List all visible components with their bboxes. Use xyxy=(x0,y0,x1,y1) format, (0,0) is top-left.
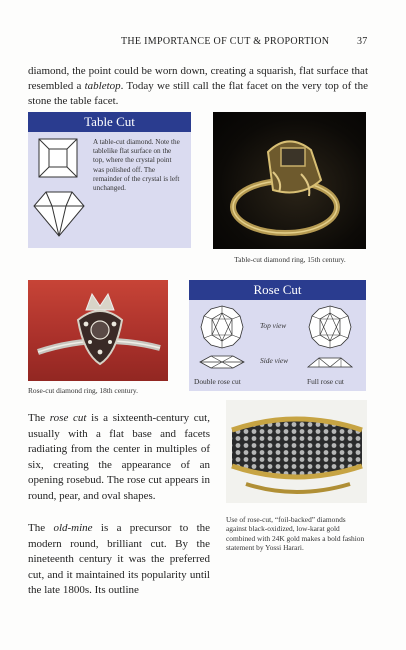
bracelet-caption: Use of rose-cut, “foil-backed” diamonds against black-oxidized, low-karat gold combined with 24K gold makes a bold fashion statement by Yossi Harari. xyxy=(226,515,365,553)
p1-italic-term: rose cut xyxy=(49,412,87,424)
rose-ring-caption: Rose-cut diamond ring, 18th century. xyxy=(28,386,138,395)
table-cut-ring-photo xyxy=(213,112,366,249)
intro-italic-term: tabletop xyxy=(84,80,121,92)
full-rose-side-diagram xyxy=(307,356,353,368)
old-mine-paragraph xyxy=(28,521,210,599)
table-cut-description: A table-cut diamond. Note the tablelike flat surface on the top, where the crystal point was polished off. The remainder of the crystal is left unchanged. xyxy=(93,138,180,193)
p1-text-end: is a sixteenth-century cut, usually with a flat base and facets radiating from the center in multiples of six, creating the appearance of an opening rosebud. The rose cut appears in round, pear, and oval shapes. xyxy=(28,412,210,502)
rose-cut-ring-photo xyxy=(28,280,168,381)
rose-cut-paragraph xyxy=(28,411,210,505)
page-number: 37 xyxy=(357,36,368,47)
intro-text-end: . Today we still call the flat facet on the very top of the stone the table facet. xyxy=(28,80,368,107)
double-rose-side-diagram xyxy=(199,354,245,370)
table-cut-side-diagram xyxy=(32,190,86,238)
table-cut-panel xyxy=(28,112,191,248)
table-ring-caption: Table-cut diamond ring, 15th century. xyxy=(234,255,346,264)
table-cut-title: Table Cut xyxy=(28,112,191,132)
table-cut-top-diagram xyxy=(38,138,78,178)
rose-ring-illustration xyxy=(28,280,168,381)
chapter-title: THE IMPORTANCE OF CUT & PROPORTION xyxy=(121,36,330,47)
intro-paragraph xyxy=(28,64,368,109)
p2-text-end: is a precursor to the modern round, brilliant cut. By the nineteenth century it was the preferred cut, and it maintained its popularity until the late 1800s. Its outline xyxy=(28,522,211,597)
full-rose-label: Full rose cut xyxy=(307,377,344,386)
bracelet-photo xyxy=(226,400,367,503)
bracelet-illustration xyxy=(226,400,367,503)
double-rose-label: Double rose cut xyxy=(194,377,241,386)
p2-text-start: The xyxy=(28,522,54,534)
rose-cut-title: Rose Cut xyxy=(189,280,366,300)
top-view-label: Top view xyxy=(260,321,287,330)
p2-italic-term: old-mine xyxy=(53,522,93,534)
ring-illustration xyxy=(213,112,366,249)
side-view-label: Side view xyxy=(260,356,289,365)
p1-text-start: The xyxy=(28,412,50,424)
full-rose-top-diagram xyxy=(308,305,352,349)
rose-cut-panel xyxy=(189,280,366,391)
intro-text-start: diamond, the point could be worn down, creating a squarish, flat surface that resembled a xyxy=(28,65,368,92)
double-rose-top-diagram xyxy=(200,305,244,349)
